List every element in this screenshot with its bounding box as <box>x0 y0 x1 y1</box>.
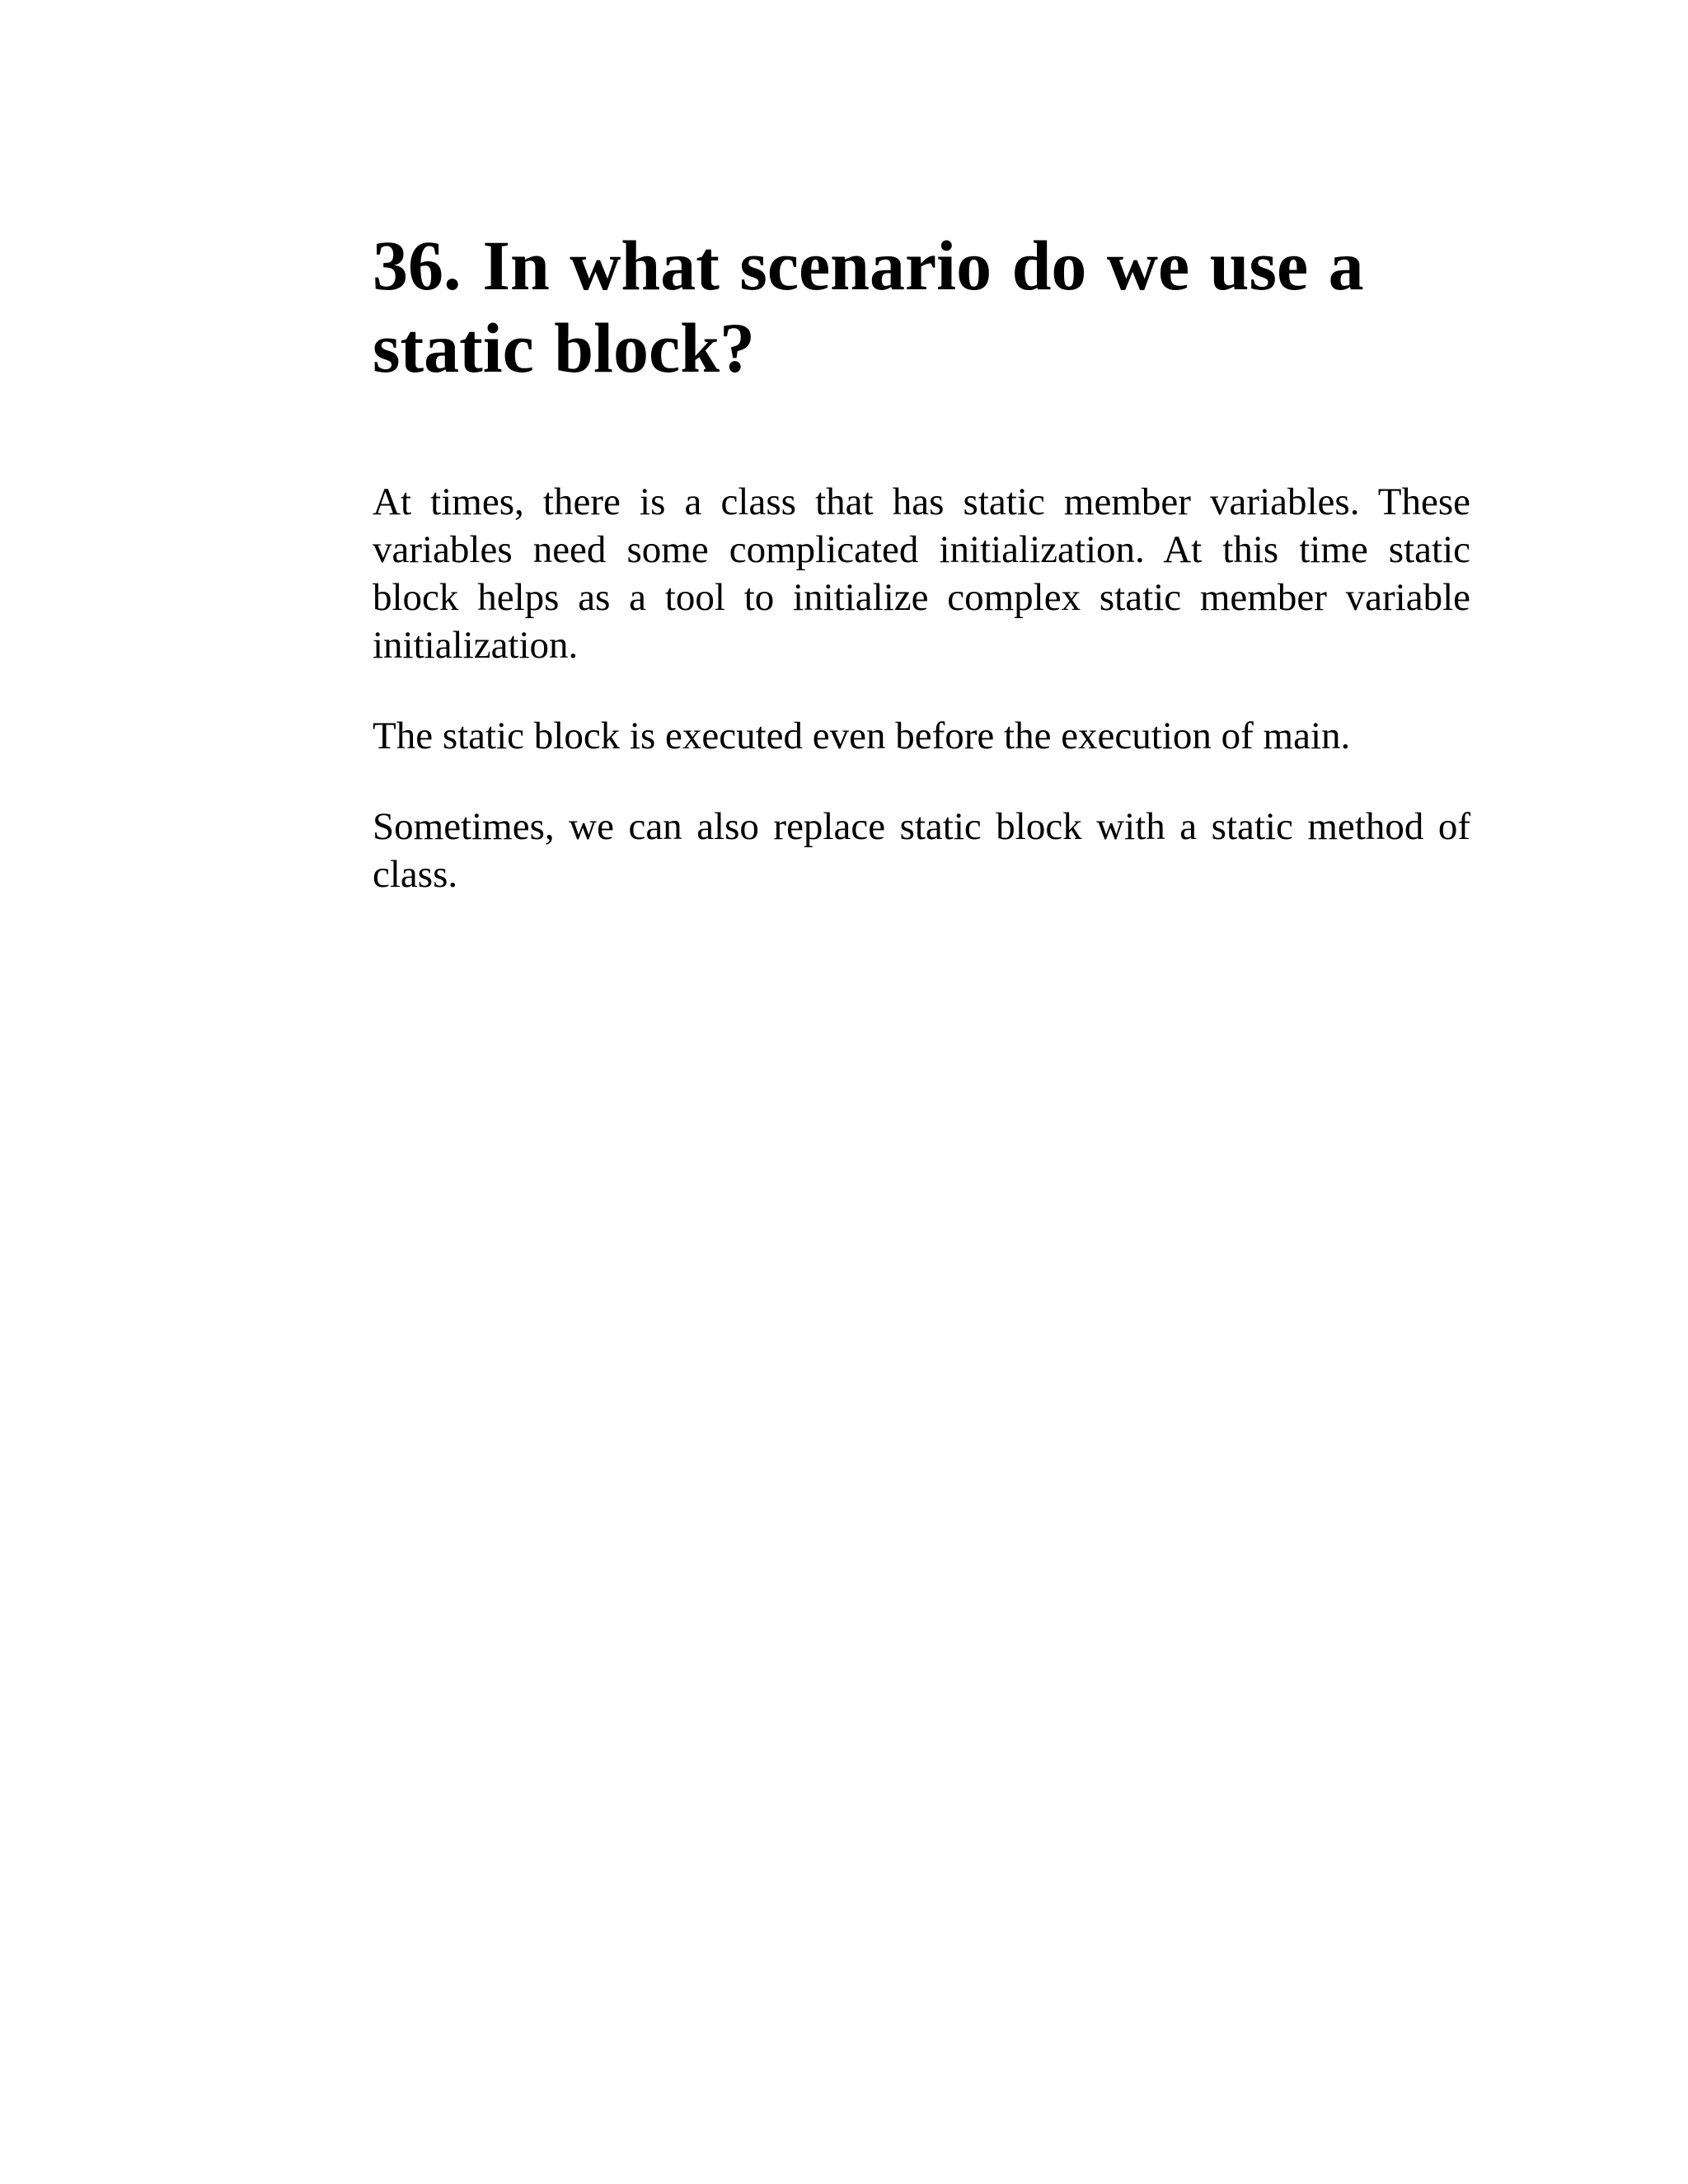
answer-paragraph-3: Sometimes, we can also replace static block with a static method of class. <box>373 805 1470 896</box>
question-number: 36. <box>373 226 462 305</box>
question-title: In what scenario do we use a static block? <box>373 226 1364 387</box>
question-heading <box>373 224 1470 389</box>
page-content <box>373 224 1470 898</box>
answer-paragraph-1: At times, there is a class that has static member variables. These variables need some complicated initialization. At this time static block helps as a tool to initialize complex static member variable initialization. <box>373 480 1470 667</box>
answer-paragraph-2: The static block is executed even before the execution of main. <box>373 715 1351 757</box>
